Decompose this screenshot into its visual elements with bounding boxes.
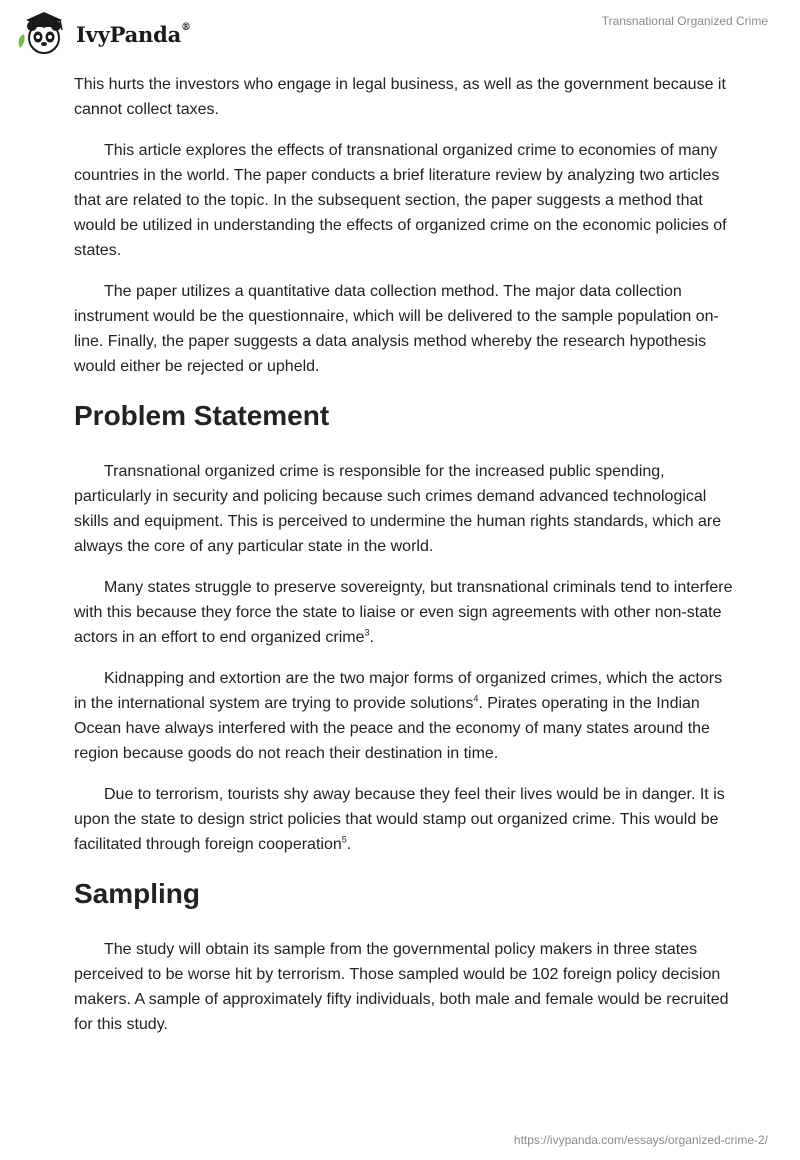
method-overview-paragraph: The paper utilizes a quantitative data collection method. The major data collection instrument would be the questionnaire, which will be delivered to the sample population on-line. Finally, the paper suggests a data analysis method whereby the research hypothesis would either be rejected or upheld. xyxy=(74,283,719,375)
problem-paragraph-4: Due to terrorism, tourists shy away because they feel their lives would be in danger. It is upon the state to design strict policies that would stamp out organized crime. This would be facilitated through foreign cooperation$^5$. xyxy=(74,786,725,853)
problem-paragraph-3: Kidnapping and extortion are the two major forms of organized crimes, which the actors in the international system are trying to provide solutions$^4$. Pirates operating in the Indian Ocean have always interfered with the peace and the economy of many states around the region because goods do not reach their destination in time. xyxy=(74,670,723,762)
problem-statement-heading: Problem Statement xyxy=(74,400,330,431)
brand-name: IvyPanda® xyxy=(76,21,191,47)
footnote-ref-3[interactable]: 3 xyxy=(364,627,370,638)
article-overview-paragraph: This article explores the effects of transnational organized crime to economies of many countries in the world. The paper conducts a brief literature review by analyzing two articles that are related to the topic. In the subsequent section, the paper suggests a method that would be utilized in understanding the effects of organized crime on the economic policies of states. xyxy=(74,142,727,259)
ivypanda-logo[interactable] xyxy=(14,8,191,56)
sampling-heading: Sampling xyxy=(74,878,201,909)
footnote-ref-4[interactable]: 4 xyxy=(473,693,479,704)
problem-paragraph-2: Many states struggle to preserve sovereignty, but transnational criminals tend to interfere with this because they force the state to liaise or even sign agreements with other non-state actors in an effort to end organized crime$^3$. xyxy=(74,579,733,646)
sampling-paragraph: The study will obtain its sample from the governmental policy makers in three states perceived to be worse hit by terrorism. Those sampled would be 102 foreign policy decision makers. A sample of approximately fifty individuals, both male and female would be recruited for this study. xyxy=(74,941,729,1033)
page-header xyxy=(0,0,800,70)
intro-continuation-paragraph: This hurts the investors who engage in legal business, as well as the government because it cannot collect taxes. xyxy=(74,76,726,118)
essay-body xyxy=(74,72,734,1053)
panda-graduate-icon xyxy=(14,8,70,56)
problem-paragraph-1: Transnational organized crime is responsible for the increased public spending, particularly in security and policing because such crimes demand advanced technological skills and equipment. This is perceived to undermine the human rights standards, which are always the core of any particular state in the world. xyxy=(74,463,722,555)
footnote-ref-5[interactable]: 5 xyxy=(341,834,347,845)
source-url[interactable]: https://ivypanda.com/essays/organized-crime-2/ xyxy=(513,1133,768,1147)
document-title: Transnational Organized Crime xyxy=(601,14,768,28)
